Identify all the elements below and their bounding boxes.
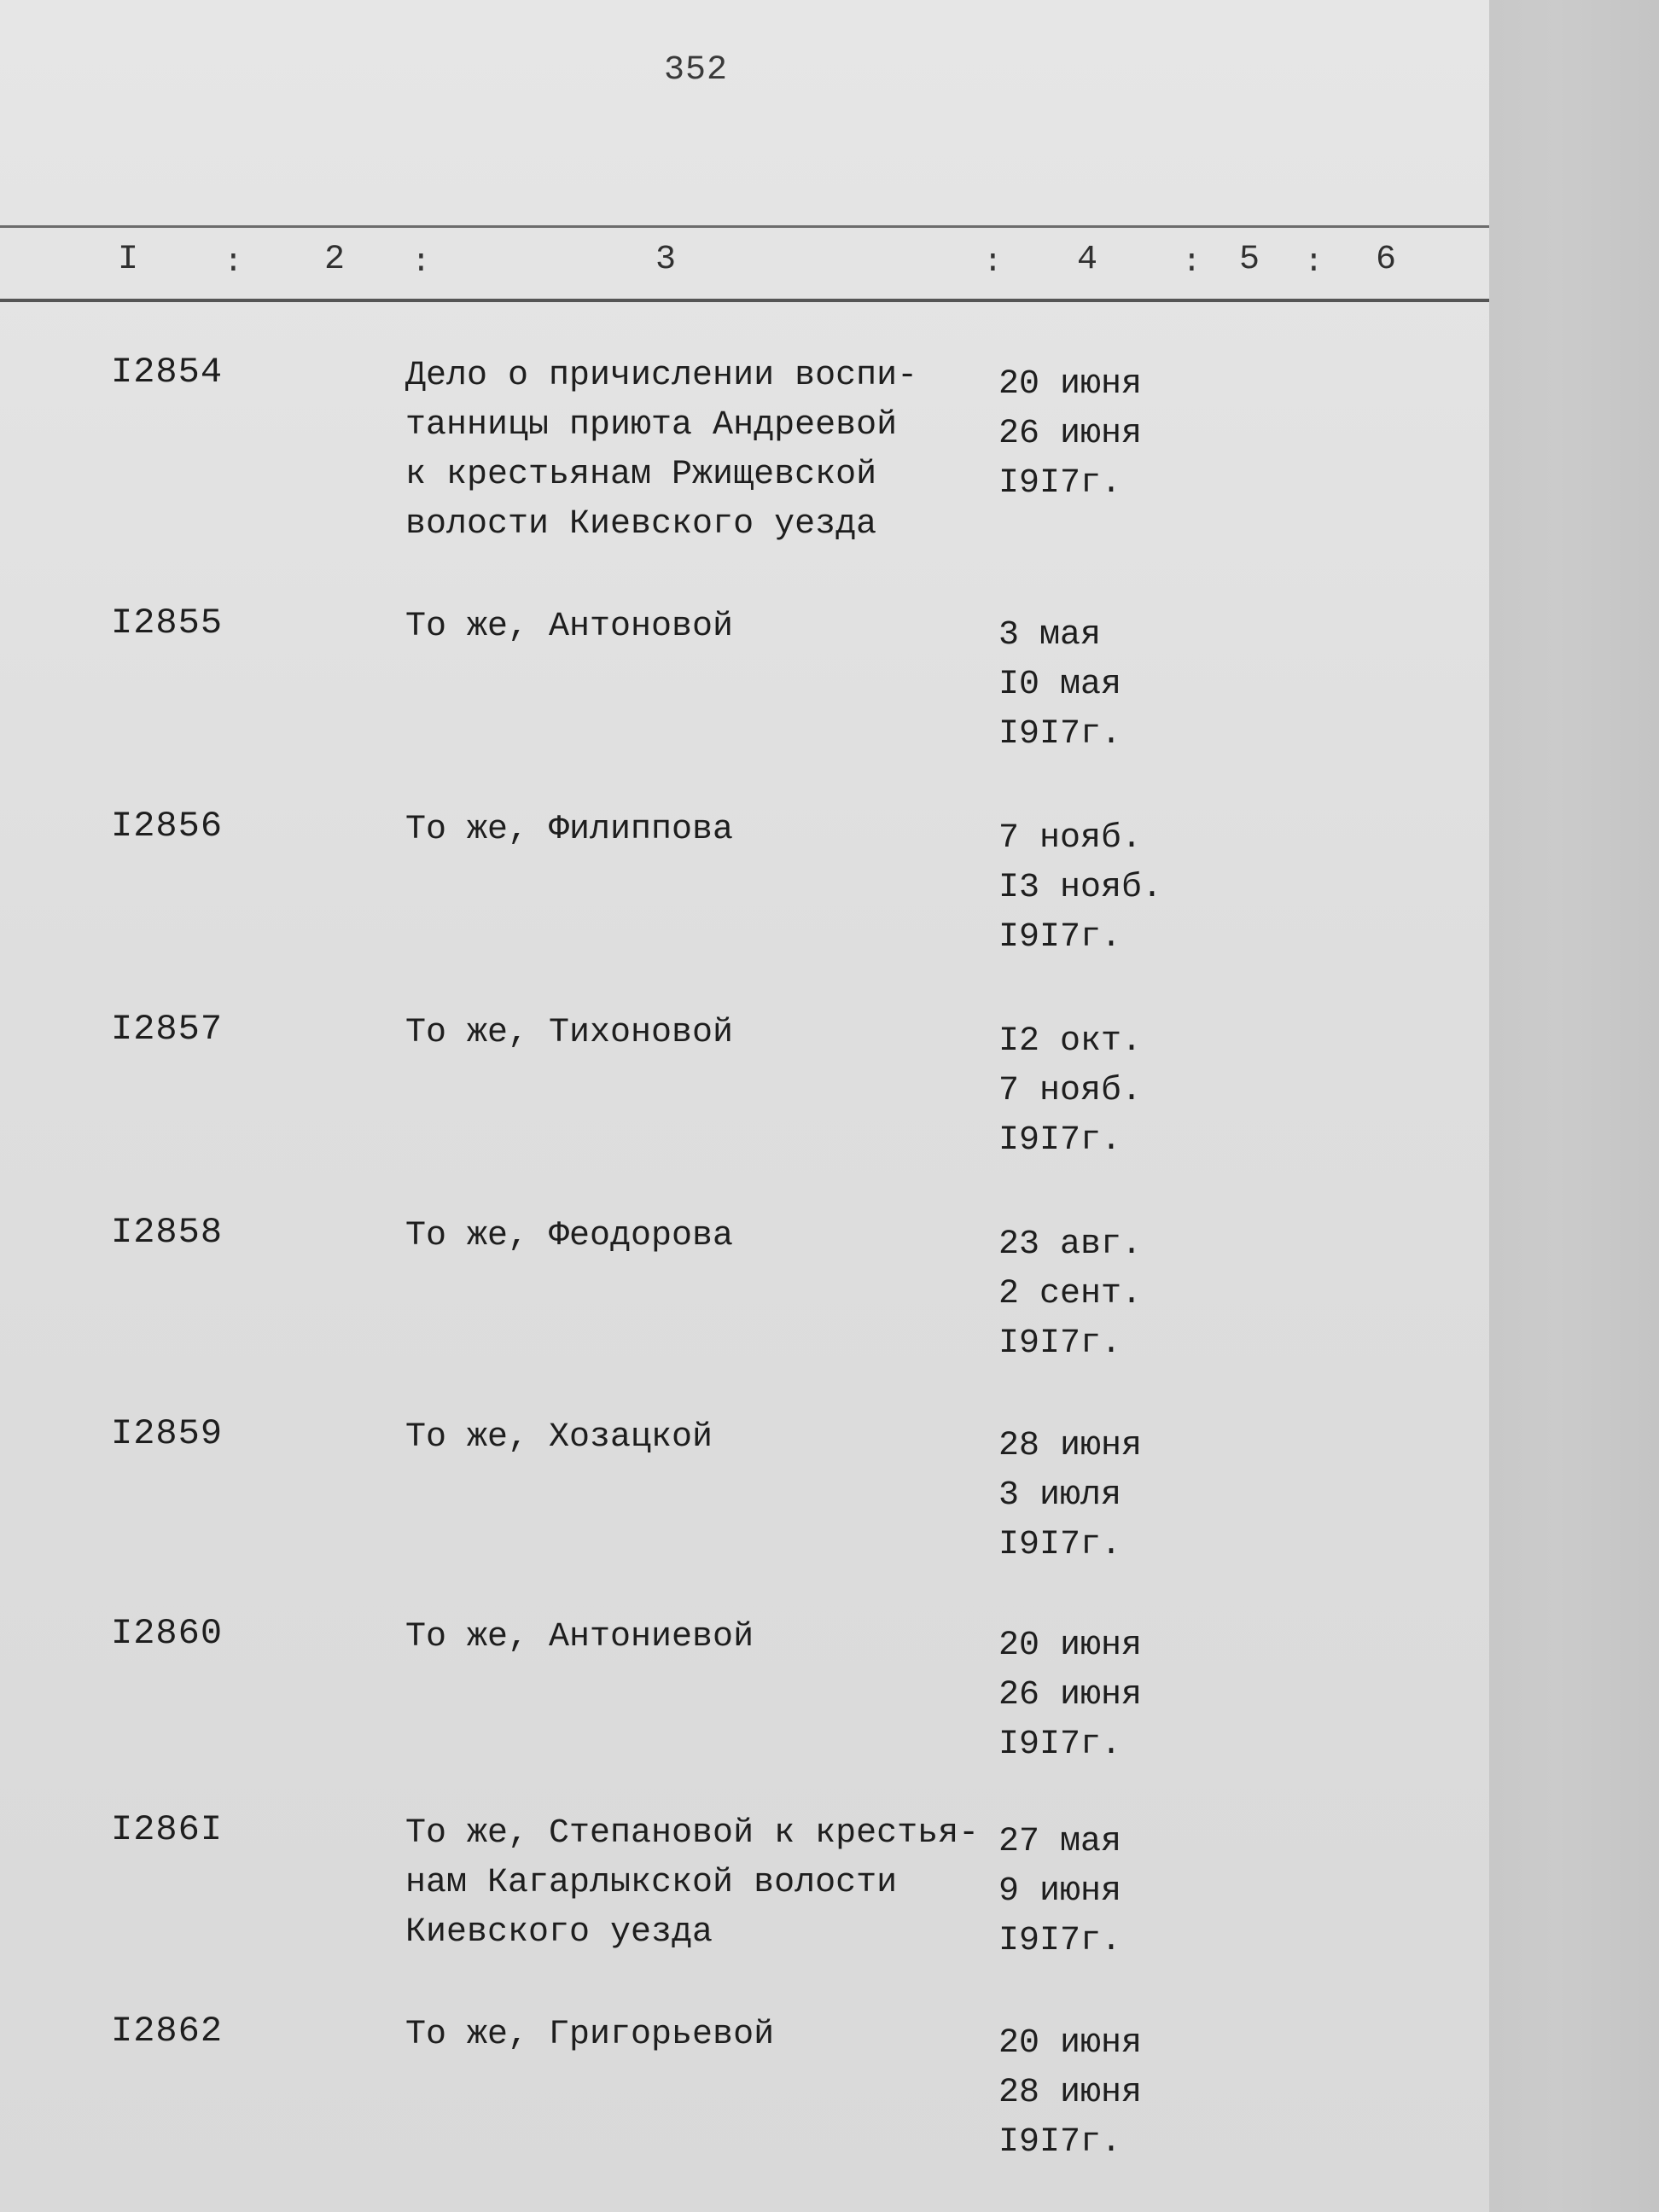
description-line: к крестьянам Ржищевской [405,456,877,494]
date-start: 27 мая [998,1823,1122,1861]
description-line: То же, Хозацкой [405,1418,713,1457]
description-line: нам Кагарлыкской волости [405,1864,898,1902]
date-start: I2 окт. [998,1022,1143,1061]
record-number: I2862 [111,2011,224,2052]
record-description [405,1413,1003,1463]
record-dates [998,2019,1142,2168]
date-start: 20 июня [998,1627,1143,1665]
date-year: I9I7г. [998,1121,1122,1160]
date-end: 7 нояб. [998,1072,1143,1110]
record-description [405,352,1003,550]
date-year: I9I7г. [998,1726,1122,1764]
column-header-6: 6 [1376,241,1397,279]
date-start: 23 авг. [998,1225,1143,1264]
column-separator: : [411,244,431,281]
description-line: танницы приюта Андреевой [405,406,898,445]
record-number: I286I [111,1809,224,1850]
date-year: I9I7г. [998,1526,1122,1564]
column-header-4: 4 [1077,241,1098,279]
record-dates [998,1422,1142,1570]
record-number: I2854 [111,352,224,393]
record-number: I2857 [111,1009,224,1050]
date-year: I9I7г. [998,1324,1122,1363]
date-year: I9I7г. [998,715,1122,754]
date-end: 9 июня [998,1872,1122,1911]
date-end: 2 сент. [998,1275,1143,1313]
record-description [405,1212,1003,1261]
description-line: волости Киевского уезда [405,505,877,544]
description-line: То же, Григорьевой [405,2016,775,2054]
record-dates [998,1220,1142,1369]
date-start: 20 июня [998,365,1143,404]
description-line: То же, Степановой к крестья- [405,1814,980,1853]
column-header-1: I [118,241,139,279]
description-line: То же, Феодорова [405,1217,734,1255]
date-end: I0 мая [998,666,1122,704]
record-dates [998,1818,1121,1966]
date-year: I9I7г. [998,918,1122,957]
header-rule-bottom [0,299,1489,302]
date-year: I9I7г. [998,464,1122,503]
record-number: I2856 [111,806,224,847]
description-line: То же, Тихоновой [405,1014,734,1052]
date-start: 28 июня [998,1427,1143,1465]
date-year: I9I7г. [998,1922,1122,1960]
record-dates [998,1621,1142,1770]
record-number: I2859 [111,1413,224,1454]
date-end: 26 июня [998,415,1143,453]
background-surface [1489,0,1659,2212]
record-description [405,1613,1003,1662]
date-end: 28 июня [998,2074,1143,2112]
record-dates [998,1017,1142,1166]
record-dates [998,360,1142,509]
column-separator: : [983,244,1003,281]
date-start: 20 июня [998,2024,1143,2063]
record-description [405,602,1003,652]
column-header-5: 5 [1239,241,1260,279]
record-description [405,806,1003,855]
record-number: I2855 [111,602,224,643]
date-start: 7 нояб. [998,819,1143,858]
description-line: Киевского уезда [405,1913,713,1952]
column-separator: : [224,244,243,281]
record-description [405,1009,1003,1058]
record-number: I2858 [111,1212,224,1253]
record-description [405,1809,1003,1958]
description-line: То же, Антониевой [405,1618,754,1656]
page-number: 352 [664,51,729,90]
record-number: I2860 [111,1613,224,1654]
description-line: То же, Филиппова [405,811,734,849]
date-end: 3 июля [998,1476,1122,1515]
record-dates [998,611,1121,760]
header-rule-top [0,225,1489,228]
date-year: I9I7г. [998,2123,1122,2162]
column-separator: : [1304,244,1324,281]
record-description [405,2011,1003,2060]
description-line: То же, Антоновой [405,608,734,646]
description-line: Дело о причислении воспи- [405,357,918,395]
date-end: I3 нояб. [998,869,1163,907]
column-separator: : [1182,244,1202,281]
record-dates [998,814,1162,963]
column-header-2: 2 [324,241,346,279]
column-header-3: 3 [655,241,677,279]
date-end: 26 июня [998,1676,1143,1714]
date-start: 3 мая [998,616,1102,655]
